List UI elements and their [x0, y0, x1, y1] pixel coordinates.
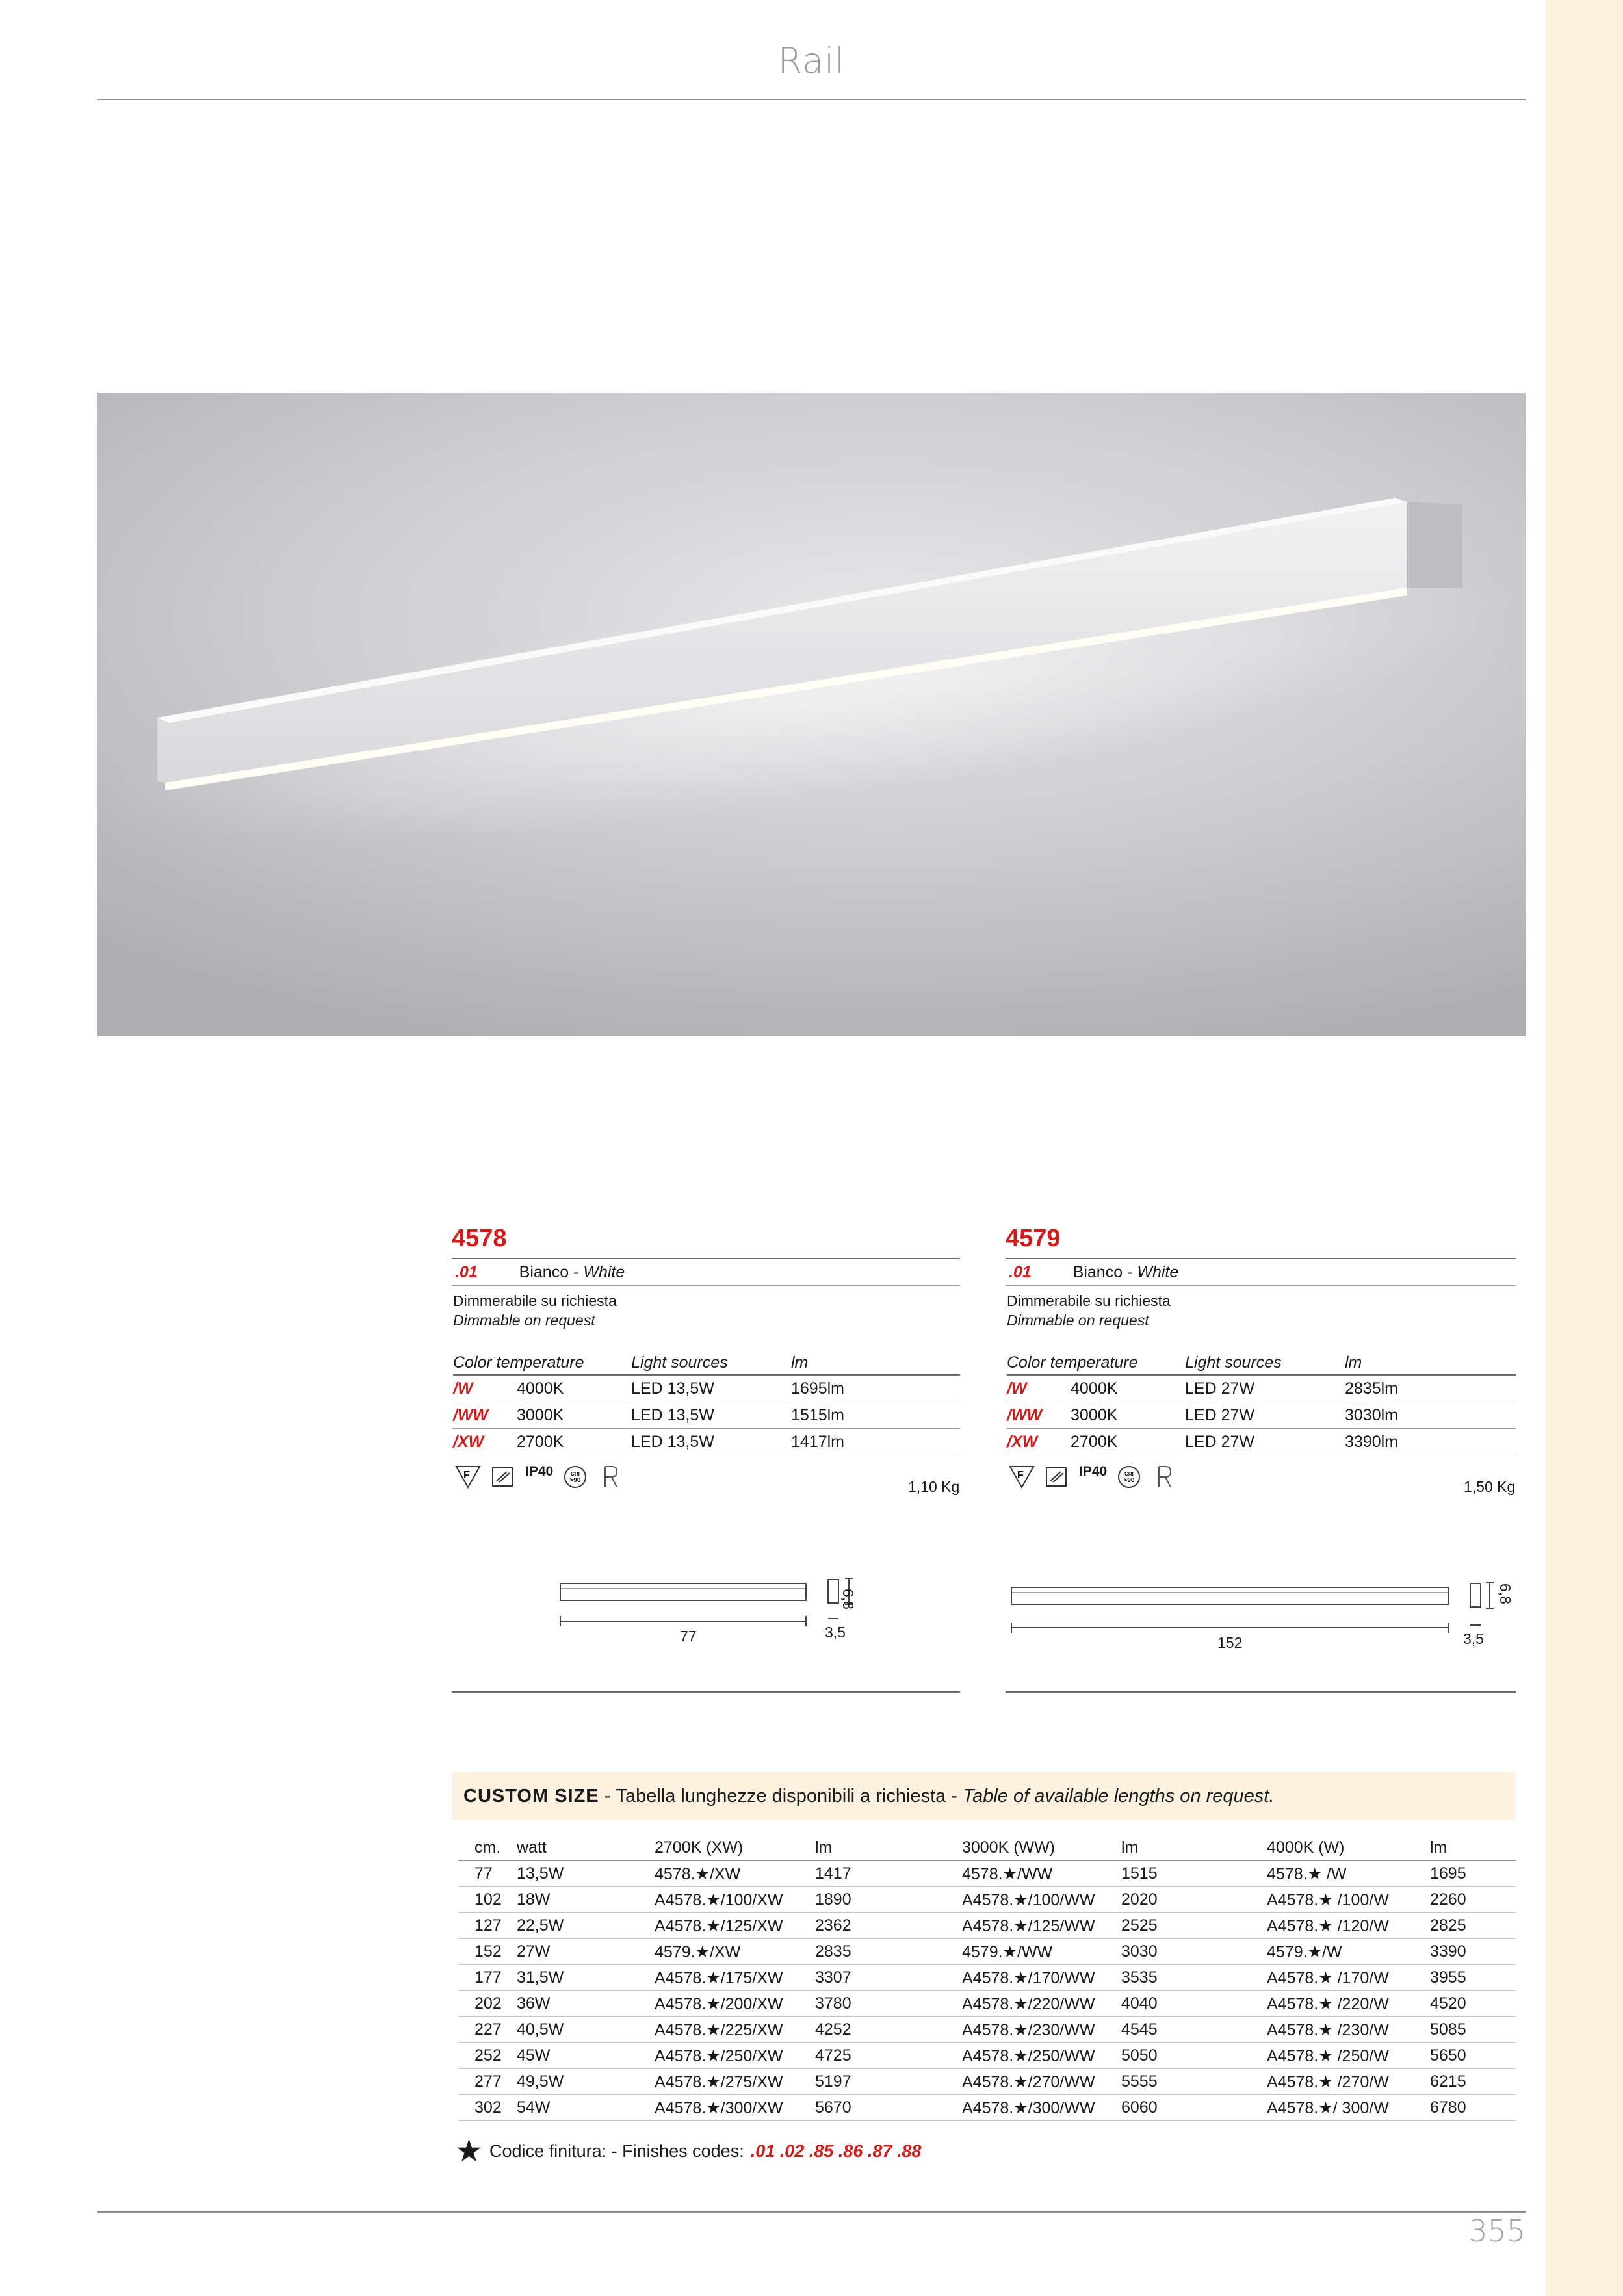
- f-mark-icon: [1009, 1464, 1035, 1490]
- table-cell: A4578.★/125/XW: [655, 1913, 815, 1939]
- spec-header-cell: lm: [791, 1353, 809, 1372]
- table-cell: 77: [458, 1861, 517, 1887]
- table-row: [458, 2043, 1516, 2069]
- svg-text:CRI: CRI: [1124, 1471, 1134, 1477]
- dimmable-en: Dimmable on request: [453, 1312, 595, 1329]
- table-cell: 4578.★ /W: [1267, 1861, 1430, 1887]
- table-cell: 18W: [517, 1887, 655, 1913]
- table-cell: 127: [458, 1913, 517, 1939]
- sep: -: [946, 1785, 963, 1807]
- ip-rating: IP40: [1079, 1464, 1108, 1479]
- sep: -: [599, 1785, 616, 1807]
- table-cell: 5085: [1430, 2017, 1516, 2043]
- table-cell: 6060: [1121, 2095, 1267, 2121]
- table-cell: 4579.★/WW: [962, 1939, 1121, 1965]
- spec-header-cell: Light sources: [631, 1353, 728, 1372]
- table-row: [458, 1887, 1516, 1913]
- table-cell: A4578.★ /230/W: [1267, 2017, 1430, 2043]
- lumen: 3390lm: [1345, 1432, 1398, 1451]
- table-cell: 4578.★/XW: [655, 1861, 815, 1887]
- dimmable-it: Dimmerabile su richiesta: [1007, 1292, 1171, 1309]
- spec-header: [1007, 1351, 1516, 1374]
- table-cell: A4578.★/220/WW: [962, 1991, 1121, 2017]
- divider: [452, 1258, 960, 1259]
- spec-header-cell: Light sources: [1185, 1353, 1282, 1372]
- spec-header: [453, 1351, 960, 1374]
- source: LED 27W: [1185, 1432, 1254, 1451]
- custom-size-desc-en: Table of available lengths on request.: [963, 1785, 1275, 1807]
- dim-height: 6,8: [1497, 1584, 1514, 1604]
- temp: 2700K: [1071, 1432, 1118, 1451]
- spec-header-cell: lm: [1345, 1353, 1362, 1372]
- table-cell: 54W: [517, 2095, 655, 2121]
- table-cell: A4578.★/300/WW: [962, 2095, 1121, 2121]
- table-cell: 4520: [1430, 1991, 1516, 2017]
- table-cell: A4578.★ /170/W: [1267, 1965, 1430, 1991]
- col-header: watt: [517, 1835, 655, 1861]
- finish-line: [455, 1263, 625, 1282]
- finish-code: .01: [455, 1263, 478, 1281]
- table-cell: 2825: [1430, 1913, 1516, 1939]
- dim-depth: 3,5: [1463, 1630, 1484, 1647]
- table-cell: A4578.★/100/XW: [655, 1887, 815, 1913]
- table-cell: 5555: [1121, 2069, 1267, 2095]
- custom-size-desc-it: Tabella lunghezze disponibili a richiesta: [616, 1785, 946, 1807]
- lumen: 1417lm: [791, 1432, 844, 1451]
- table-cell: 49,5W: [517, 2069, 655, 2095]
- dimmable-en: Dimmable on request: [1007, 1312, 1149, 1329]
- suffix: /XW: [453, 1432, 484, 1451]
- temp: 3000K: [1071, 1405, 1118, 1424]
- lumen: 2835lm: [1345, 1379, 1398, 1398]
- recycle-r-icon: [597, 1464, 623, 1490]
- recycle-r-icon: [1151, 1464, 1177, 1490]
- finish-name-en: White: [1137, 1263, 1179, 1281]
- table-cell: 4040: [1121, 1991, 1267, 2017]
- cert-icons: [1009, 1464, 1177, 1490]
- spec-row: [1007, 1429, 1516, 1455]
- col-header: lm: [1430, 1835, 1516, 1861]
- table-cell: 2260: [1430, 1887, 1516, 1913]
- divider: [452, 1285, 960, 1286]
- finish-name-it: Bianco: [519, 1263, 569, 1281]
- suffix: /WW: [453, 1405, 489, 1424]
- product-photo: [97, 393, 1526, 1036]
- svg-text:CRI: CRI: [571, 1471, 580, 1477]
- finish-name-it: Bianco: [1072, 1263, 1123, 1281]
- table-cell: A4578.★/250/XW: [655, 2043, 815, 2069]
- spec-table: [1007, 1351, 1516, 1455]
- custom-size-title: CUSTOM SIZE: [463, 1785, 599, 1807]
- table-cell: A4578.★ /220/W: [1267, 1991, 1430, 2017]
- dim-depth: 3,5: [825, 1624, 846, 1641]
- table-cell: A4578.★ /250/W: [1267, 2043, 1430, 2069]
- temp: 4000K: [1071, 1379, 1118, 1398]
- table-row: [458, 1913, 1516, 1939]
- finishes-footnote: [455, 2133, 921, 2169]
- svg-text:F: F: [1017, 1470, 1024, 1481]
- divider: [452, 1691, 960, 1693]
- table-cell: A4578.★/250/WW: [962, 2043, 1121, 2069]
- table-row: [458, 1939, 1516, 1965]
- custom-size-banner: [452, 1772, 1516, 1820]
- spec-row: [453, 1402, 960, 1428]
- table-cell: 152: [458, 1939, 517, 1965]
- divider: [1006, 1258, 1516, 1259]
- table-cell: 227: [458, 2017, 517, 2043]
- class-ii-insulation-icon: [1044, 1464, 1070, 1490]
- table-cell: A4578.★/275/XW: [655, 2069, 815, 2095]
- table-cell: 3030: [1121, 1939, 1267, 1965]
- table-cell: 302: [458, 2095, 517, 2121]
- source: LED 13,5W: [631, 1432, 714, 1451]
- table-cell: 2362: [815, 1913, 962, 1939]
- table-cell: 6780: [1430, 2095, 1516, 2121]
- f-mark-icon: [455, 1464, 481, 1490]
- table-cell: A4578.★/300/XW: [655, 2095, 815, 2121]
- table-cell: 4545: [1121, 2017, 1267, 2043]
- source: LED 13,5W: [631, 1405, 714, 1424]
- footnote-label: Codice finitura: - Finishes codes:: [489, 2141, 744, 2161]
- col-header: 3000K (WW): [962, 1835, 1121, 1861]
- table-cell: 5670: [815, 2095, 962, 2121]
- table-cell: 3955: [1430, 1965, 1516, 1991]
- header-rule: [97, 99, 1526, 100]
- weight: 1,50 Kg: [1464, 1478, 1516, 1495]
- spec-header-cell: Color temperature: [1007, 1353, 1138, 1372]
- table-cell: 36W: [517, 1991, 655, 2017]
- divider: [1006, 1285, 1516, 1286]
- table-row: [458, 2069, 1516, 2095]
- finish-codes: .01 .02 .85 .86 .87 .88: [750, 2141, 922, 2161]
- table-cell: A4578.★/175/XW: [655, 1965, 815, 1991]
- table-cell: 4579.★/XW: [655, 1939, 815, 1965]
- table-cell: 27W: [517, 1939, 655, 1965]
- table-cell: 3780: [815, 1991, 962, 2017]
- dimension-drawing: [455, 1567, 949, 1651]
- lumen: 1695lm: [791, 1379, 844, 1398]
- table-cell: 2020: [1121, 1887, 1267, 1913]
- table-row: [458, 2095, 1516, 2121]
- suffix: /XW: [1007, 1432, 1038, 1451]
- spec-row: [1007, 1402, 1516, 1428]
- finish-name-en: White: [583, 1263, 625, 1281]
- page-number: 355: [1468, 2213, 1526, 2249]
- table-cell: A4578.★/225/XW: [655, 2017, 815, 2043]
- table-cell: 177: [458, 1965, 517, 1991]
- spec-row: [453, 1376, 960, 1402]
- table-cell: 5050: [1121, 2043, 1267, 2069]
- temp: 4000K: [517, 1379, 564, 1398]
- finish-line: [1009, 1263, 1178, 1282]
- table-cell: A4578.★ /100/W: [1267, 1887, 1430, 1913]
- cert-icons: [455, 1464, 623, 1490]
- spec-header-cell: Color temperature: [453, 1353, 584, 1372]
- table-cell: A4578.★/100/WW: [962, 1887, 1121, 1913]
- custom-size-table: [458, 1835, 1516, 2121]
- table-cell: 13,5W: [517, 1861, 655, 1887]
- finish-sep: -: [1123, 1263, 1137, 1281]
- table-cell: 2835: [815, 1939, 962, 1965]
- table-row: [458, 1861, 1516, 1887]
- col-header: lm: [1121, 1835, 1267, 1861]
- svg-text:F: F: [463, 1470, 470, 1481]
- table-cell: A4578.★ /270/W: [1267, 2069, 1430, 2095]
- table-row: [458, 1991, 1516, 2017]
- source: LED 27W: [1185, 1405, 1254, 1424]
- spec-table: [453, 1351, 960, 1455]
- table-cell: 102: [458, 1887, 517, 1913]
- spec-row: [1007, 1376, 1516, 1402]
- lumen: 1515lm: [791, 1405, 844, 1424]
- table-cell: 1515: [1121, 1861, 1267, 1887]
- product-code: 4579: [1006, 1225, 1061, 1252]
- dim-length: 152: [1217, 1634, 1243, 1651]
- table-cell: 45W: [517, 2043, 655, 2069]
- col-header: 4000K (W): [1267, 1835, 1430, 1861]
- table-cell: 202: [458, 1991, 517, 2017]
- col-header: cm.: [458, 1835, 517, 1861]
- table-cell: 40,5W: [517, 2017, 655, 2043]
- finish-code: .01: [1009, 1263, 1032, 1281]
- table-cell: 4578.★/WW: [962, 1861, 1121, 1887]
- table-cell: A4578.★/170/WW: [962, 1965, 1121, 1991]
- table-cell: 2525: [1121, 1913, 1267, 1939]
- table-header-row: [458, 1835, 1516, 1861]
- table-cell: 1695: [1430, 1861, 1516, 1887]
- table-cell: 3307: [815, 1965, 962, 1991]
- source: LED 13,5W: [631, 1379, 714, 1398]
- temp: 3000K: [517, 1405, 564, 1424]
- table-cell: 5650: [1430, 2043, 1516, 2069]
- page-side-band: [1546, 0, 1623, 2296]
- table-cell: 3535: [1121, 1965, 1267, 1991]
- table-cell: 277: [458, 2069, 517, 2095]
- table-cell: 3390: [1430, 1939, 1516, 1965]
- divider: [1006, 1691, 1516, 1693]
- lumen: 3030lm: [1345, 1405, 1398, 1424]
- table-cell: A4578.★/ 300/W: [1267, 2095, 1430, 2121]
- svg-text:>90: >90: [569, 1477, 581, 1484]
- col-header: lm: [815, 1835, 962, 1861]
- star-icon: ★: [455, 2134, 484, 2169]
- table-cell: A4578.★/230/WW: [962, 2017, 1121, 2043]
- table-row: [458, 1965, 1516, 1991]
- wall-lamp-illustration: [97, 393, 1526, 1036]
- dimension-drawing: [1007, 1567, 1521, 1651]
- dim-height: 6,8: [840, 1589, 857, 1610]
- cri-badge-icon: [562, 1464, 588, 1490]
- dim-length: 77: [680, 1628, 697, 1645]
- class-ii-insulation-icon: [490, 1464, 516, 1490]
- col-header: 2700K (XW): [655, 1835, 815, 1861]
- svg-text:>90: >90: [1123, 1477, 1135, 1484]
- table-cell: 1417: [815, 1861, 962, 1887]
- custom-size-table-body: [458, 1861, 1516, 2121]
- cri-badge-icon: [1116, 1464, 1142, 1490]
- table-cell: 31,5W: [517, 1965, 655, 1991]
- table-cell: 6215: [1430, 2069, 1516, 2095]
- table-cell: A4578.★ /120/W: [1267, 1913, 1430, 1939]
- table-cell: A4578.★/270/WW: [962, 2069, 1121, 2095]
- table-cell: 4252: [815, 2017, 962, 2043]
- table-cell: 1890: [815, 1887, 962, 1913]
- product-code: 4578: [452, 1225, 507, 1252]
- table-cell: 252: [458, 2043, 517, 2069]
- weight: 1,10 Kg: [908, 1478, 960, 1495]
- spec-row: [453, 1429, 960, 1455]
- dimmable-it: Dimmerabile su richiesta: [453, 1292, 617, 1309]
- suffix: /W: [453, 1379, 473, 1398]
- page-title: Rail: [777, 40, 846, 81]
- table-cell: 4579.★/W: [1267, 1939, 1430, 1965]
- ip-rating: IP40: [525, 1464, 554, 1479]
- table-cell: 5197: [815, 2069, 962, 2095]
- source: LED 27W: [1185, 1379, 1254, 1398]
- suffix: /WW: [1007, 1405, 1043, 1424]
- table-cell: A4578.★/125/WW: [962, 1913, 1121, 1939]
- table-cell: 22,5W: [517, 1913, 655, 1939]
- temp: 2700K: [517, 1432, 564, 1451]
- table-row: [458, 2017, 1516, 2043]
- table-cell: 4725: [815, 2043, 962, 2069]
- suffix: /W: [1007, 1379, 1027, 1398]
- footer-rule: [97, 2211, 1526, 2213]
- finish-sep: -: [569, 1263, 584, 1281]
- table-cell: A4578.★/200/XW: [655, 1991, 815, 2017]
